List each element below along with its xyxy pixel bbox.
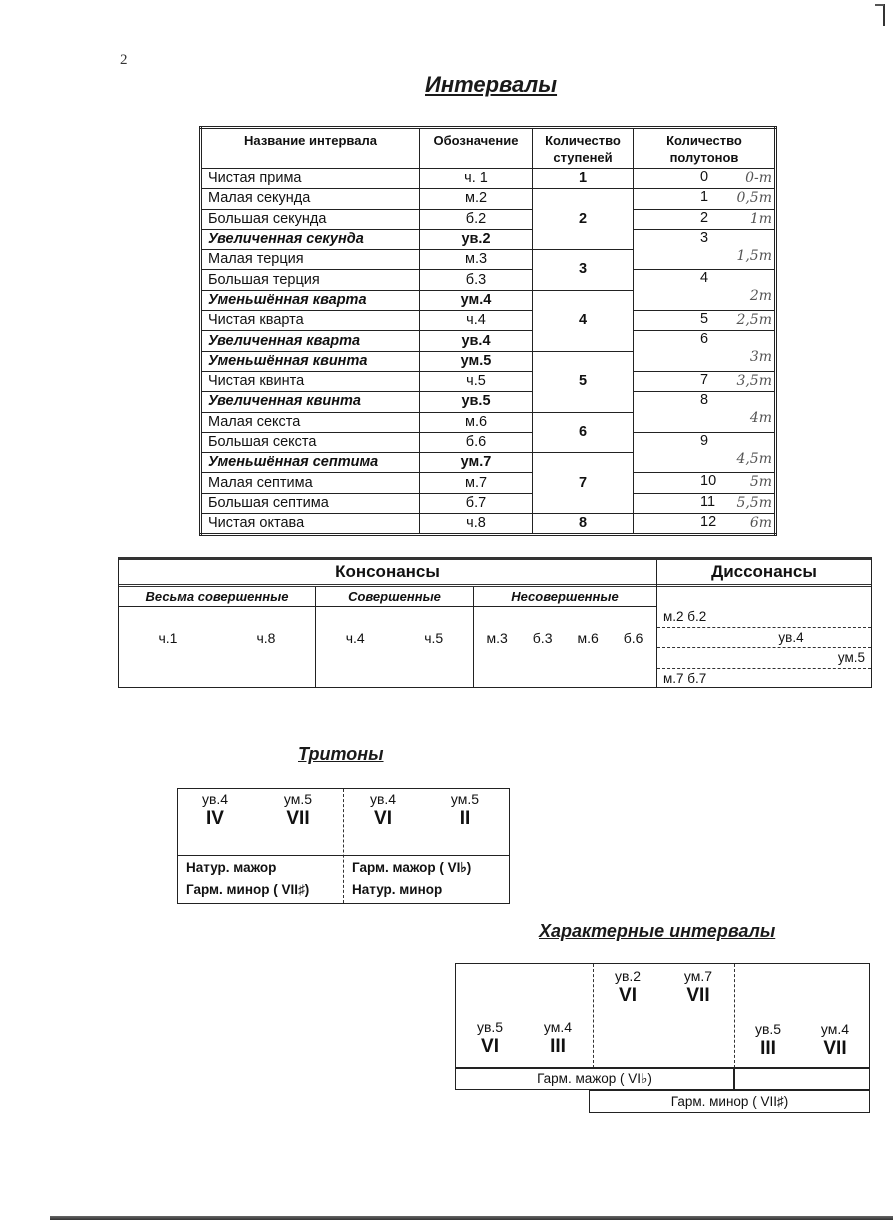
characteristic-pair [460, 1019, 520, 1058]
scale-label: Натур. минор [352, 882, 443, 897]
interval-name: Чистая октава [201, 514, 420, 535]
interval-name: Чистая прима [201, 169, 420, 189]
characteristic-intervals-title: Характерные интервалы [539, 921, 776, 941]
group-most-perfect-items [119, 630, 315, 646]
divider [343, 789, 344, 903]
interval-abbreviation: ум.4 [420, 290, 533, 310]
consonance-dissonance-table [118, 557, 872, 688]
scale-label: Натур. мажор [186, 860, 277, 875]
degree-label: II [459, 808, 471, 829]
header-semitones: Количество полутонов [634, 128, 776, 169]
table-row [201, 473, 776, 493]
semitone-cell [634, 189, 776, 209]
interval-item: м.3 [486, 630, 508, 646]
tritone-pair [180, 791, 250, 830]
interval-item: м.6 [577, 630, 599, 646]
characteristic-pair [805, 1021, 865, 1060]
table-row [201, 331, 776, 351]
handwritten-tones-note: 1,5т [736, 247, 772, 264]
interval-label: ув.4 [201, 791, 229, 807]
semitone-count: 4 [700, 270, 709, 287]
interval-abbreviation: ув.2 [420, 229, 533, 249]
handwritten-tones-note: 3т [749, 349, 772, 366]
interval-label: ум.7 [683, 968, 713, 984]
degree-label: VI [619, 985, 637, 1006]
semitone-count: 5 [700, 311, 709, 328]
degree-label: VI [374, 808, 392, 829]
handwritten-tones-note: 5,5т [736, 494, 772, 511]
interval-name: Малая секунда [201, 189, 420, 209]
semitone-cell [634, 311, 776, 331]
interval-abbreviation: ув.5 [420, 392, 533, 412]
characteristic-pair [738, 1021, 798, 1060]
semitone-cell [634, 514, 776, 535]
handwritten-tones-note: 2,5т [736, 312, 772, 329]
dissonance-item: ув.4 [657, 628, 871, 649]
interval-name: Малая септима [201, 473, 420, 493]
degree-label: III [760, 1038, 776, 1059]
semitone-cell [634, 493, 776, 513]
dissonances-list [657, 607, 871, 687]
table-row [201, 229, 776, 249]
group-header-most-perfect: Весьма совершенные [119, 587, 315, 607]
interval-name: Уменьшённая кварта [201, 290, 420, 310]
step-count: 4 [533, 290, 634, 351]
interval-name: Большая секста [201, 432, 420, 452]
tritone-scales-right [352, 857, 471, 901]
table-row [201, 169, 776, 189]
handwritten-tones-note: 0-т [745, 170, 772, 186]
scan-corner-mark [883, 4, 885, 26]
tritone-scales-left [186, 857, 309, 901]
interval-label: ум.4 [543, 1019, 573, 1035]
interval-item: ч.4 [345, 630, 365, 646]
interval-abbreviation: ум.7 [420, 453, 533, 473]
interval-label: ув.4 [369, 791, 397, 807]
table-row [201, 493, 776, 513]
interval-abbreviation: м.6 [420, 412, 533, 432]
interval-name: Малая терция [201, 250, 420, 270]
interval-name: Увеличенная квинта [201, 392, 420, 412]
degree-label: VII [686, 985, 710, 1006]
group-header-imperfect: Несовершенные [474, 587, 656, 607]
semitone-count: 1 [700, 189, 709, 206]
characteristic-intervals-box [455, 963, 870, 1069]
handwritten-tones-note: 0,5т [736, 190, 772, 207]
semitone-cell [634, 473, 776, 493]
table-header-row [201, 128, 776, 169]
table-row [201, 189, 776, 209]
semitone-count: 12 [700, 514, 717, 531]
interval-abbreviation: б.6 [420, 432, 533, 452]
group-imperfect-items [474, 630, 656, 646]
handwritten-tones-note: 3,5т [736, 372, 772, 389]
step-count: 5 [533, 351, 634, 412]
interval-item: б.6 [623, 630, 644, 646]
interval-name: Уменьшённая квинта [201, 351, 420, 371]
dissonances-header: Диссонансы [657, 560, 871, 587]
semitone-count: 8 [700, 392, 709, 409]
group-perfect-items [316, 630, 473, 646]
interval-abbreviation: ч.5 [420, 371, 533, 391]
step-count: 6 [533, 412, 634, 453]
interval-abbreviation: ч. 1 [420, 169, 533, 189]
semitone-cell [634, 392, 776, 433]
handwritten-tones-note: 1т [749, 210, 772, 227]
interval-abbreviation: ум.5 [420, 351, 533, 371]
interval-abbreviation: ув.4 [420, 331, 533, 351]
semitone-count: 10 [700, 473, 717, 490]
interval-name: Увеличенная кварта [201, 331, 420, 351]
handwritten-tones-note: 4,5т [736, 450, 772, 467]
page-title: Интервалы [425, 72, 558, 97]
semitone-cell [634, 229, 776, 270]
step-count: 7 [533, 453, 634, 514]
interval-abbreviation: ч.8 [420, 514, 533, 535]
dissonance-item: м.7 б.7 [663, 670, 707, 686]
scale-label: Гарм. минор ( VII♯) [186, 882, 310, 897]
interval-name: Уменьшённая септима [201, 453, 420, 473]
page-bottom-edge [50, 1216, 893, 1220]
degree-label: VII [286, 808, 310, 829]
semitone-count: 0 [700, 169, 709, 185]
interval-item: ч.1 [158, 630, 178, 646]
semitone-cell [634, 169, 776, 189]
dissonance-item: м.2 б.2 [657, 607, 871, 628]
interval-label: ум.5 [450, 791, 480, 807]
tritone-pair [430, 791, 500, 830]
interval-name: Увеличенная секунда [201, 229, 420, 249]
scale-label: Гарм. мажор ( VI♭) [352, 860, 472, 875]
characteristic-pair [528, 1019, 588, 1058]
harmonic-minor-bar: Гарм. минор ( VII♯) [589, 1090, 870, 1113]
interval-name: Чистая кварта [201, 311, 420, 331]
semitone-cell [634, 270, 776, 311]
degree-label: VI [481, 1036, 499, 1057]
table-row [201, 514, 776, 535]
semitone-cell [634, 209, 776, 229]
semitone-count: 6 [700, 331, 709, 348]
divider [734, 964, 735, 1068]
characteristic-pair [598, 968, 658, 1007]
divider [178, 855, 509, 856]
page-number: 2 [120, 52, 128, 68]
semitone-count: 7 [700, 371, 709, 388]
interval-label: ув.2 [614, 968, 642, 984]
interval-abbreviation: м.7 [420, 473, 533, 493]
semitone-count: 2 [700, 209, 709, 226]
step-count: 1 [533, 169, 634, 189]
header-name: Название интервала [201, 128, 420, 169]
tritone-pair [348, 791, 418, 830]
interval-item: ч.5 [424, 630, 444, 646]
interval-abbreviation: б.2 [420, 209, 533, 229]
intervals-table [199, 126, 777, 536]
step-count: 3 [533, 250, 634, 291]
interval-abbreviation: м.3 [420, 250, 533, 270]
interval-item: б.3 [532, 630, 553, 646]
header-steps: Количество ступеней [533, 128, 634, 169]
interval-name: Большая терция [201, 270, 420, 290]
degree-label: VII [823, 1038, 847, 1059]
header-abbr: Обозначение [420, 128, 533, 169]
interval-name: Чистая квинта [201, 371, 420, 391]
handwritten-tones-note: 6т [749, 515, 772, 532]
harmonic-major-bar: Гарм. мажор ( VI♭) [455, 1067, 734, 1090]
step-count: 2 [533, 189, 634, 250]
table-row [201, 432, 776, 452]
interval-label: ув.5 [476, 1019, 504, 1035]
handwritten-tones-note: 5т [749, 474, 772, 491]
degree-label: IV [206, 808, 224, 829]
group-header-perfect: Совершенные [316, 587, 473, 607]
interval-label: ум.5 [283, 791, 313, 807]
interval-name: Большая септима [201, 493, 420, 513]
interval-abbreviation: б.3 [420, 270, 533, 290]
semitone-count: 3 [700, 229, 709, 246]
empty-bar-cell [734, 1067, 870, 1090]
interval-name: Малая секста [201, 412, 420, 432]
table-row [201, 311, 776, 331]
semitone-count: 9 [700, 432, 709, 449]
table-row [201, 392, 776, 412]
interval-label: ув.5 [754, 1021, 782, 1037]
table-row [201, 209, 776, 229]
handwritten-tones-note: 2т [749, 288, 772, 305]
divider [593, 964, 594, 1068]
dissonance-item: ум.5 [657, 648, 871, 669]
interval-abbreviation: б.7 [420, 493, 533, 513]
interval-item: ч.8 [256, 630, 276, 646]
interval-label: ум.4 [820, 1021, 850, 1037]
tritones-title: Тритоны [298, 744, 384, 764]
interval-abbreviation: м.2 [420, 189, 533, 209]
interval-name: Большая секунда [201, 209, 420, 229]
tritone-pair [263, 791, 333, 830]
interval-abbreviation: ч.4 [420, 311, 533, 331]
degree-label: III [550, 1036, 566, 1057]
semitone-count: 11 [700, 493, 716, 510]
semitone-cell [634, 432, 776, 473]
table-row [201, 371, 776, 391]
semitone-cell [634, 331, 776, 372]
semitone-cell [634, 371, 776, 391]
step-count: 8 [533, 514, 634, 535]
table-row [201, 270, 776, 290]
characteristic-pair [668, 968, 728, 1007]
consonances-header: Консонансы [119, 560, 656, 587]
handwritten-tones-note: 4т [749, 410, 772, 427]
tritones-box [177, 788, 510, 904]
